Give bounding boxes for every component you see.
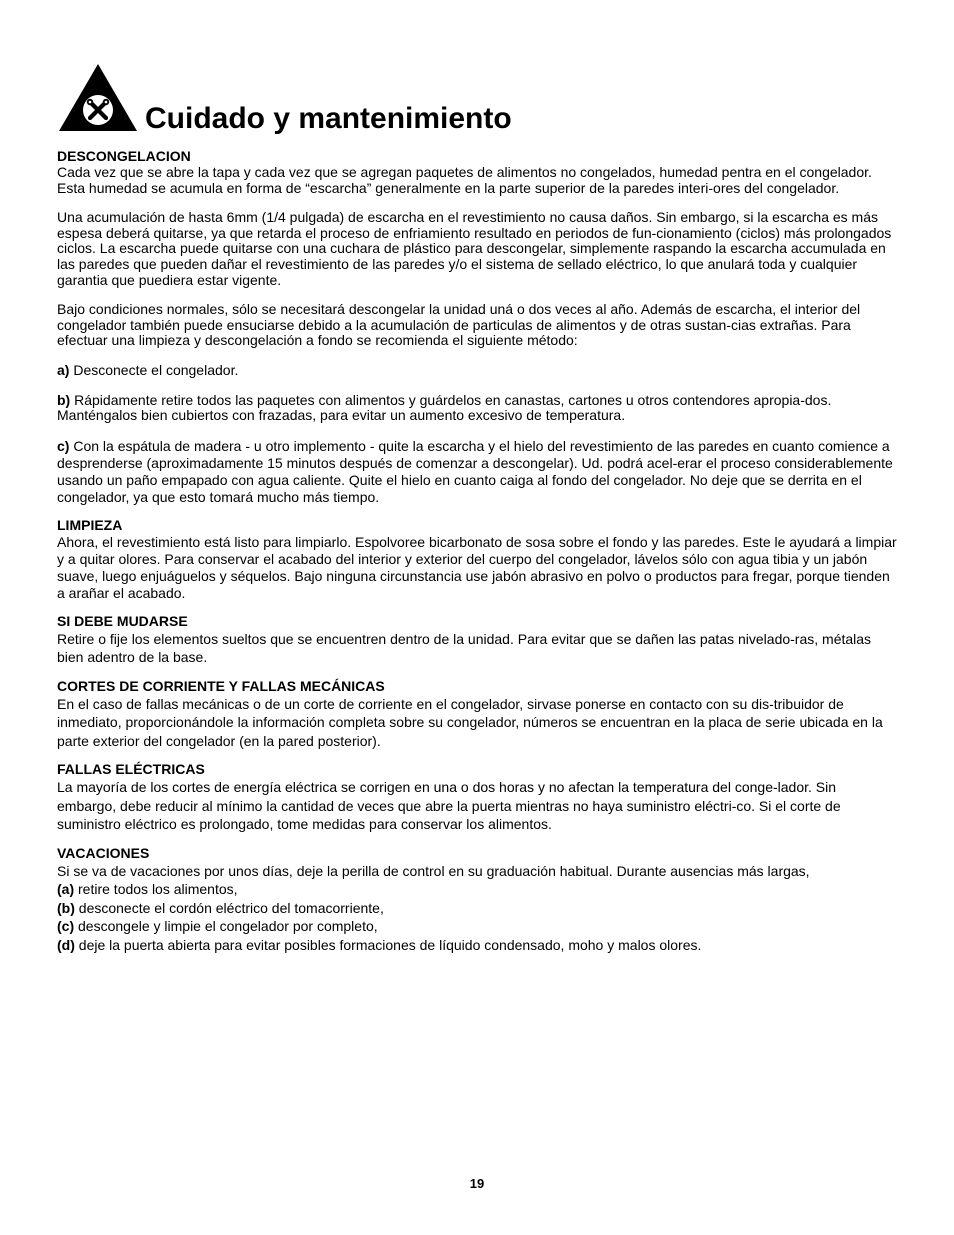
step-item	[57, 393, 899, 424]
list-item	[57, 899, 899, 918]
list-item	[57, 936, 899, 955]
section-heading-descongelacion: DESCONGELACION	[57, 148, 191, 164]
page-content	[57, 58, 899, 954]
step-label: b)	[57, 391, 71, 408]
list-item	[57, 917, 899, 936]
tools-warning-icon	[57, 62, 139, 132]
paragraph: Una acumulación de hasta 6mm (1/4 pulgada) de escarcha en el revestimiento no causa daños. Sin embargo, si la escarcha es más espesa deberá quitarse, ya que retarda el proceso de enfriamiento resultado en periodos de fun-cionamiento (ciclos) más prolongados ciclos. La escarcha puede quitarse con una cuchara de plástico para descongelar, simplemente raspando la escarcha accumulada en las paredes que pueden dañar el revestimiento de las paredes y/o el sistema de sellado eléctrico, lo que anulará toda y cualquier garantia que puediera estar vigente.	[57, 209, 892, 288]
title-row	[57, 58, 899, 135]
paragraph: Bajo condiciones normales, sólo se necesitará descongelar la unidad uná o dos veces al año. Además de escarcha, el interior del congelador también puede ensuciarse debido a la acumulación de particulas de alimentos y de otras sustan-cias extrañas. Para efectuar una limpieza y descongelación a fondo se recomienda el siguiente método:	[57, 301, 861, 349]
page-number: 19	[469, 1176, 485, 1191]
section-vacaciones	[57, 845, 899, 955]
section-mudarse	[57, 613, 899, 667]
section-heading-cortes: CORTES DE CORRIENTE Y FALLAS MECÁNICAS	[57, 677, 385, 694]
item-label: (b)	[57, 899, 75, 916]
item-text: deje la puerta abierta para evitar posibles formaciones de líquido condensado, moho y malos olores.	[74, 936, 702, 953]
step-label: a)	[57, 361, 70, 378]
step-item	[57, 438, 899, 506]
page-title: Cuidado y mantenimiento	[145, 102, 512, 135]
section-cortes	[57, 678, 899, 751]
section-heading-fallas: FALLAS ELÉCTRICAS	[57, 761, 205, 778]
section-heading-limpieza: LIMPIEZA	[57, 516, 123, 533]
item-label: (c)	[57, 918, 75, 935]
paragraph: Ahora, el revestimiento está listo para limpiarlo. Espolvoree bicarbonato de sosa sobre el fondo y las paredes. Este le ayudará a limpiar y a quitar olores. Para conservar el acabado del interior y exterior del cuerpo del congelador, lávelos sólo con agua tibia y un jabón suave, luego enjuáguelos y séquelos. Bajo ninguna circunstancia use jabón abrasivo en polvo o productos para fregar, porque tienden a arañar el acabado.	[57, 533, 897, 601]
step-text: Rápidamente retire todos las paquetes con alimentos y guárdelos en canastas, cartones u otros contendores apropia-dos. Manténgalos bien cubiertos con frazadas, para evitar un aumento excesivo de temperatura.	[57, 391, 832, 424]
section-heading-vacaciones: VACACIONES	[57, 844, 150, 861]
paragraph: Cada vez que se abre la tapa y cada vez que se agregan paquetes de alimentos no congelados, humedad pentra en el congelador. Esta humedad se acumula en forma de “escarcha” generalmente en la parte superior de la paredes interi-ores del congelador.	[57, 164, 872, 196]
section-descongelacion	[57, 148, 899, 506]
item-text: descongele y limpie el congelador por completo,	[74, 918, 378, 935]
step-text: Desconecte el congelador.	[69, 361, 239, 378]
item-label: (a)	[57, 881, 75, 898]
item-label: (d)	[57, 936, 75, 953]
step-text: Con la espátula de madera - u otro implemento - quite la escarcha y el hielo del revestimiento de las paredes en cuanto comience a desprenderse (aproximadamente 15 minutos después de comenzar a descongelar). Ud. podrá acel-erar el proceso considerablemente usando un paño empapado con agua caliente. Quite el hielo en cuanto caiga al fondo del congelador. No deje que se derrita en el congelador, ya que esto tomará mucho más tiempo.	[57, 437, 893, 505]
step-item	[57, 363, 899, 379]
list-item	[57, 880, 899, 899]
section-fallas	[57, 761, 899, 834]
section-heading-mudarse: SI DEBE MUDARSE	[57, 612, 188, 629]
paragraph: La mayoría de los cortes de energía eléctrica se corrigen en una o dos horas y no afectan la temperatura del conge-lador. Sin embargo, debe reducir al mínimo la cantidad de veces que abre la puerta mientras no haya suministro eléctri-co. Si el corte de suministro eléctrico es prolongado, tome medidas para conservar los alimentos.	[57, 779, 841, 833]
section-limpieza	[57, 517, 899, 602]
paragraph: En el caso de fallas mecánicas o de un corte de corriente en el congelador, sirvase ponerse en contacto con su dis-tribuidor de inmediato, proporcionándole la información completa sobre su congelador, números se encuentran en la placa de serie ubicada en la parte exterior del congelador (en la pared posterior).	[57, 695, 883, 749]
paragraph: Retire o fije los elementos sueltos que se encuentren dentro de la unidad. Para evitar que se dañen las patas nivelado-ras, métalas bien adentro de la base.	[57, 630, 872, 666]
step-label: c)	[57, 437, 70, 454]
item-text: desconecte el cordón eléctrico del tomacorriente,	[74, 899, 384, 916]
item-text: retire todos los alimentos,	[74, 881, 238, 898]
paragraph: Si se va de vacaciones por unos días, deje la perilla de control en su graduación habitual. Durante ausencias más largas,	[57, 862, 810, 879]
